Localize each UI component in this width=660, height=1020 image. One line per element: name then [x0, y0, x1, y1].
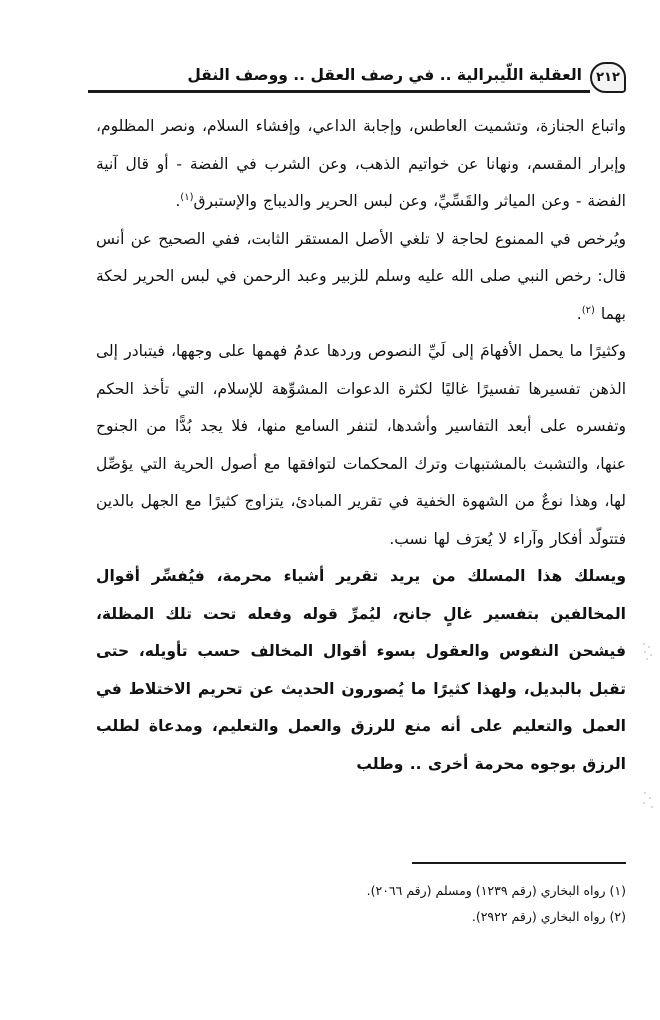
body-text	[96, 108, 626, 783]
page-number: ٢١٢	[590, 62, 626, 93]
footnote-ref-1: (١)	[180, 191, 194, 203]
paragraph-1-text: واتباع الجنازة، وتشميت العاطس، وإجابة الداعي، وإفشاء السلام، ونصر المظلوم، وإبرار المقسم، ونهانا عن خواتيم الذهب، وعن الشرب في الفضة - أو قال آنية الفضة - وعن المياثر والقَسِّيِّ، وعن لبس الحرير والديباج والإستبرق	[96, 117, 626, 210]
paragraph-4	[96, 558, 626, 783]
footnotes	[106, 878, 626, 930]
running-header	[88, 62, 626, 96]
paragraph-2	[96, 221, 626, 334]
paragraph-3	[96, 333, 626, 558]
footnote-1: (١) رواه البخاري (رقم ١٢٣٩) ومسلم (رقم ٢٠٦٦).	[366, 883, 626, 898]
footnote-ref-2: (٢)	[581, 304, 595, 316]
paragraph-2-text: ويُرخص في الممنوع لحاجة لا تلغي الأصل المستقر الثابت، ففي الصحيح عن أنس قال: رخص النبي صلى الله عليه وسلم للزبير وعبد الرحمن في لبس الحرير لحكة بهما	[96, 229, 626, 323]
paragraph-1-tail: .	[175, 192, 181, 210]
footnote-2: (٢) رواه البخاري (رقم ٢٩٢٢).	[471, 909, 626, 924]
header-rule	[88, 90, 590, 93]
scan-noise-mark	[640, 640, 656, 662]
paragraph-3-text: وكثيرًا ما يحمل الأفهامَ إلى لَيِّ النصوص وردها عدمُ فهمها على وجهها، فيتبادر إلى الذهن تفسيرها تفسيرًا غاليًا لكثرة الدعوات المشوِّهة للإسلام، التي تأخذ الحكم وتفسره على أبعد التفاسير وأشدها، لتنفر السامع منها، فلا يجد بُدًّا من الجنوح عنها، والتشبث بالمشتبهات وترك المحكمات لتوافقها مع أصول الحرية التي يؤصِّل لها، وهذا نوعٌ من الشهوة الخفية في تقرير المبادئ، يتزاوج كثيرًا مع الجهل بالدين فتتولّد أفكار وآراء لا يُعرَف لها نسب.	[96, 342, 626, 548]
running-header-title: العقلية اللّيبرالية .. في رصف العقل .. ووصف النقل	[187, 66, 582, 84]
paragraph-1	[96, 108, 626, 221]
scan-noise-mark	[640, 790, 656, 812]
paragraph-2-tail: .	[576, 304, 582, 323]
paragraph-4-text: ويسلك هذا المسلك من يريد تقرير أشياء محرمة، فيُفسِّر أقوال المخالفين بتفسير غالٍ جانح، ليُمرِّ قوله وفعله تحت تلك المظلة، فيشحن النفوس والعقول بسوء أقوال المخالف حسب تأويله، حتى تقبل بالبديل، ولهذا كثيرًا ما يُصورون الحديث عن تحريم الاختلاط في العمل والتعليم على أنه منع للرزق والعمل والتعليم، ومدعاة لطلب الرزق بوجوه محرمة أخرى .. وطلب	[96, 567, 626, 773]
footnote-separator	[412, 862, 626, 864]
